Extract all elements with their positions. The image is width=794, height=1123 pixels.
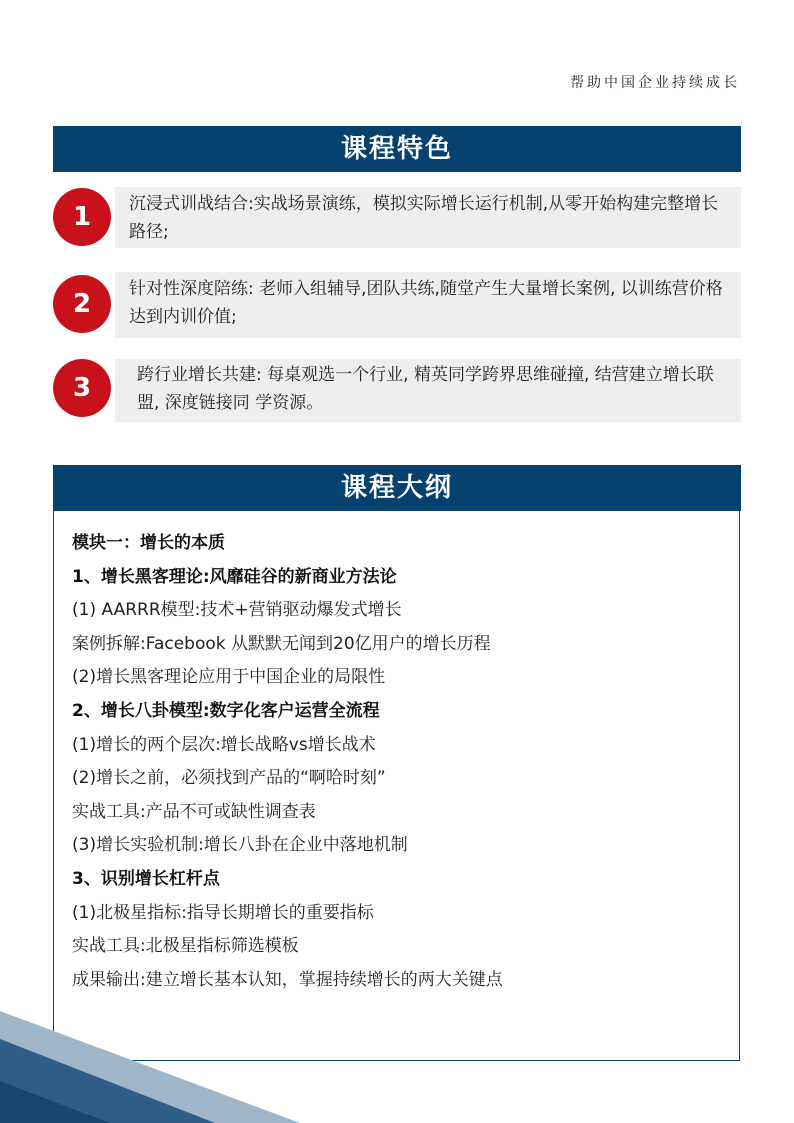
outline-heading: 2、增长八卦模型:数字化客户运营全流程 (72, 700, 380, 721)
course-outline-title: 课程大纲 (53, 465, 741, 511)
feature-number-badge: 3 (53, 359, 111, 417)
outline-line: (2)增长之前，必须找到产品的“啊哈时刻” (72, 768, 386, 789)
outline-line: (1)北极星指标:指导长期增长的重要指标 (72, 902, 374, 923)
feature-text: 沉浸式训战结合:实战场景演练，模拟实际增长运行机制,从零开始构建完整增长路径; (129, 194, 719, 242)
outline-line: (2)增长黑客理论应用于中国企业的局限性 (72, 667, 386, 688)
outline-line: (1) AARRR模型:技术+营销驱动爆发式增长 (72, 600, 402, 621)
outline-line: (3)增长实验机制:增长八卦在企业中落地机制 (72, 835, 408, 856)
course-features-title: 课程特色 (53, 126, 741, 172)
tagline: 帮助中国企业持续成长 (570, 75, 740, 91)
feature-item-1 (53, 187, 741, 248)
feature-text: 针对性深度陪练: 老师入组辅导,团队共练,随堂产生大量增长案例, 以训练营价格达到内训价值; (129, 279, 723, 327)
outline-line: 案例拆解:Facebook 从默默无闻到20亿用户的增长历程 (72, 633, 491, 654)
outline-line: 实战工具:北极星指标筛选模板 (72, 936, 299, 957)
outline-line: 实战工具:产品不可或缺性调查表 (72, 801, 316, 822)
feature-number-badge: 1 (53, 188, 111, 246)
feature-text: 跨行业增长共建: 每桌观选一个行业, 精英同学跨界思维碰撞, 结营建立增长联盟, 深度链接同 学资源。 (137, 365, 714, 413)
outline-heading: 模块一：增长的本质 (72, 533, 225, 553)
outline-line: 成果输出:建立增长基本认知，掌握持续增长的两大关键点 (72, 969, 503, 990)
outline-heading: 3、识别增长杠杆点 (72, 868, 220, 889)
feature-item-3 (53, 359, 741, 422)
feature-item-2 (53, 272, 741, 338)
feature-number-badge: 2 (53, 275, 111, 333)
outline-heading: 1、增长黑客理论:风靡硅谷的新商业方法论 (72, 566, 397, 587)
outline-line: (1)增长的两个层次:增长战略vs增长战术 (72, 734, 376, 755)
corner-decoration (0, 1011, 794, 1123)
outline-list (72, 527, 732, 997)
